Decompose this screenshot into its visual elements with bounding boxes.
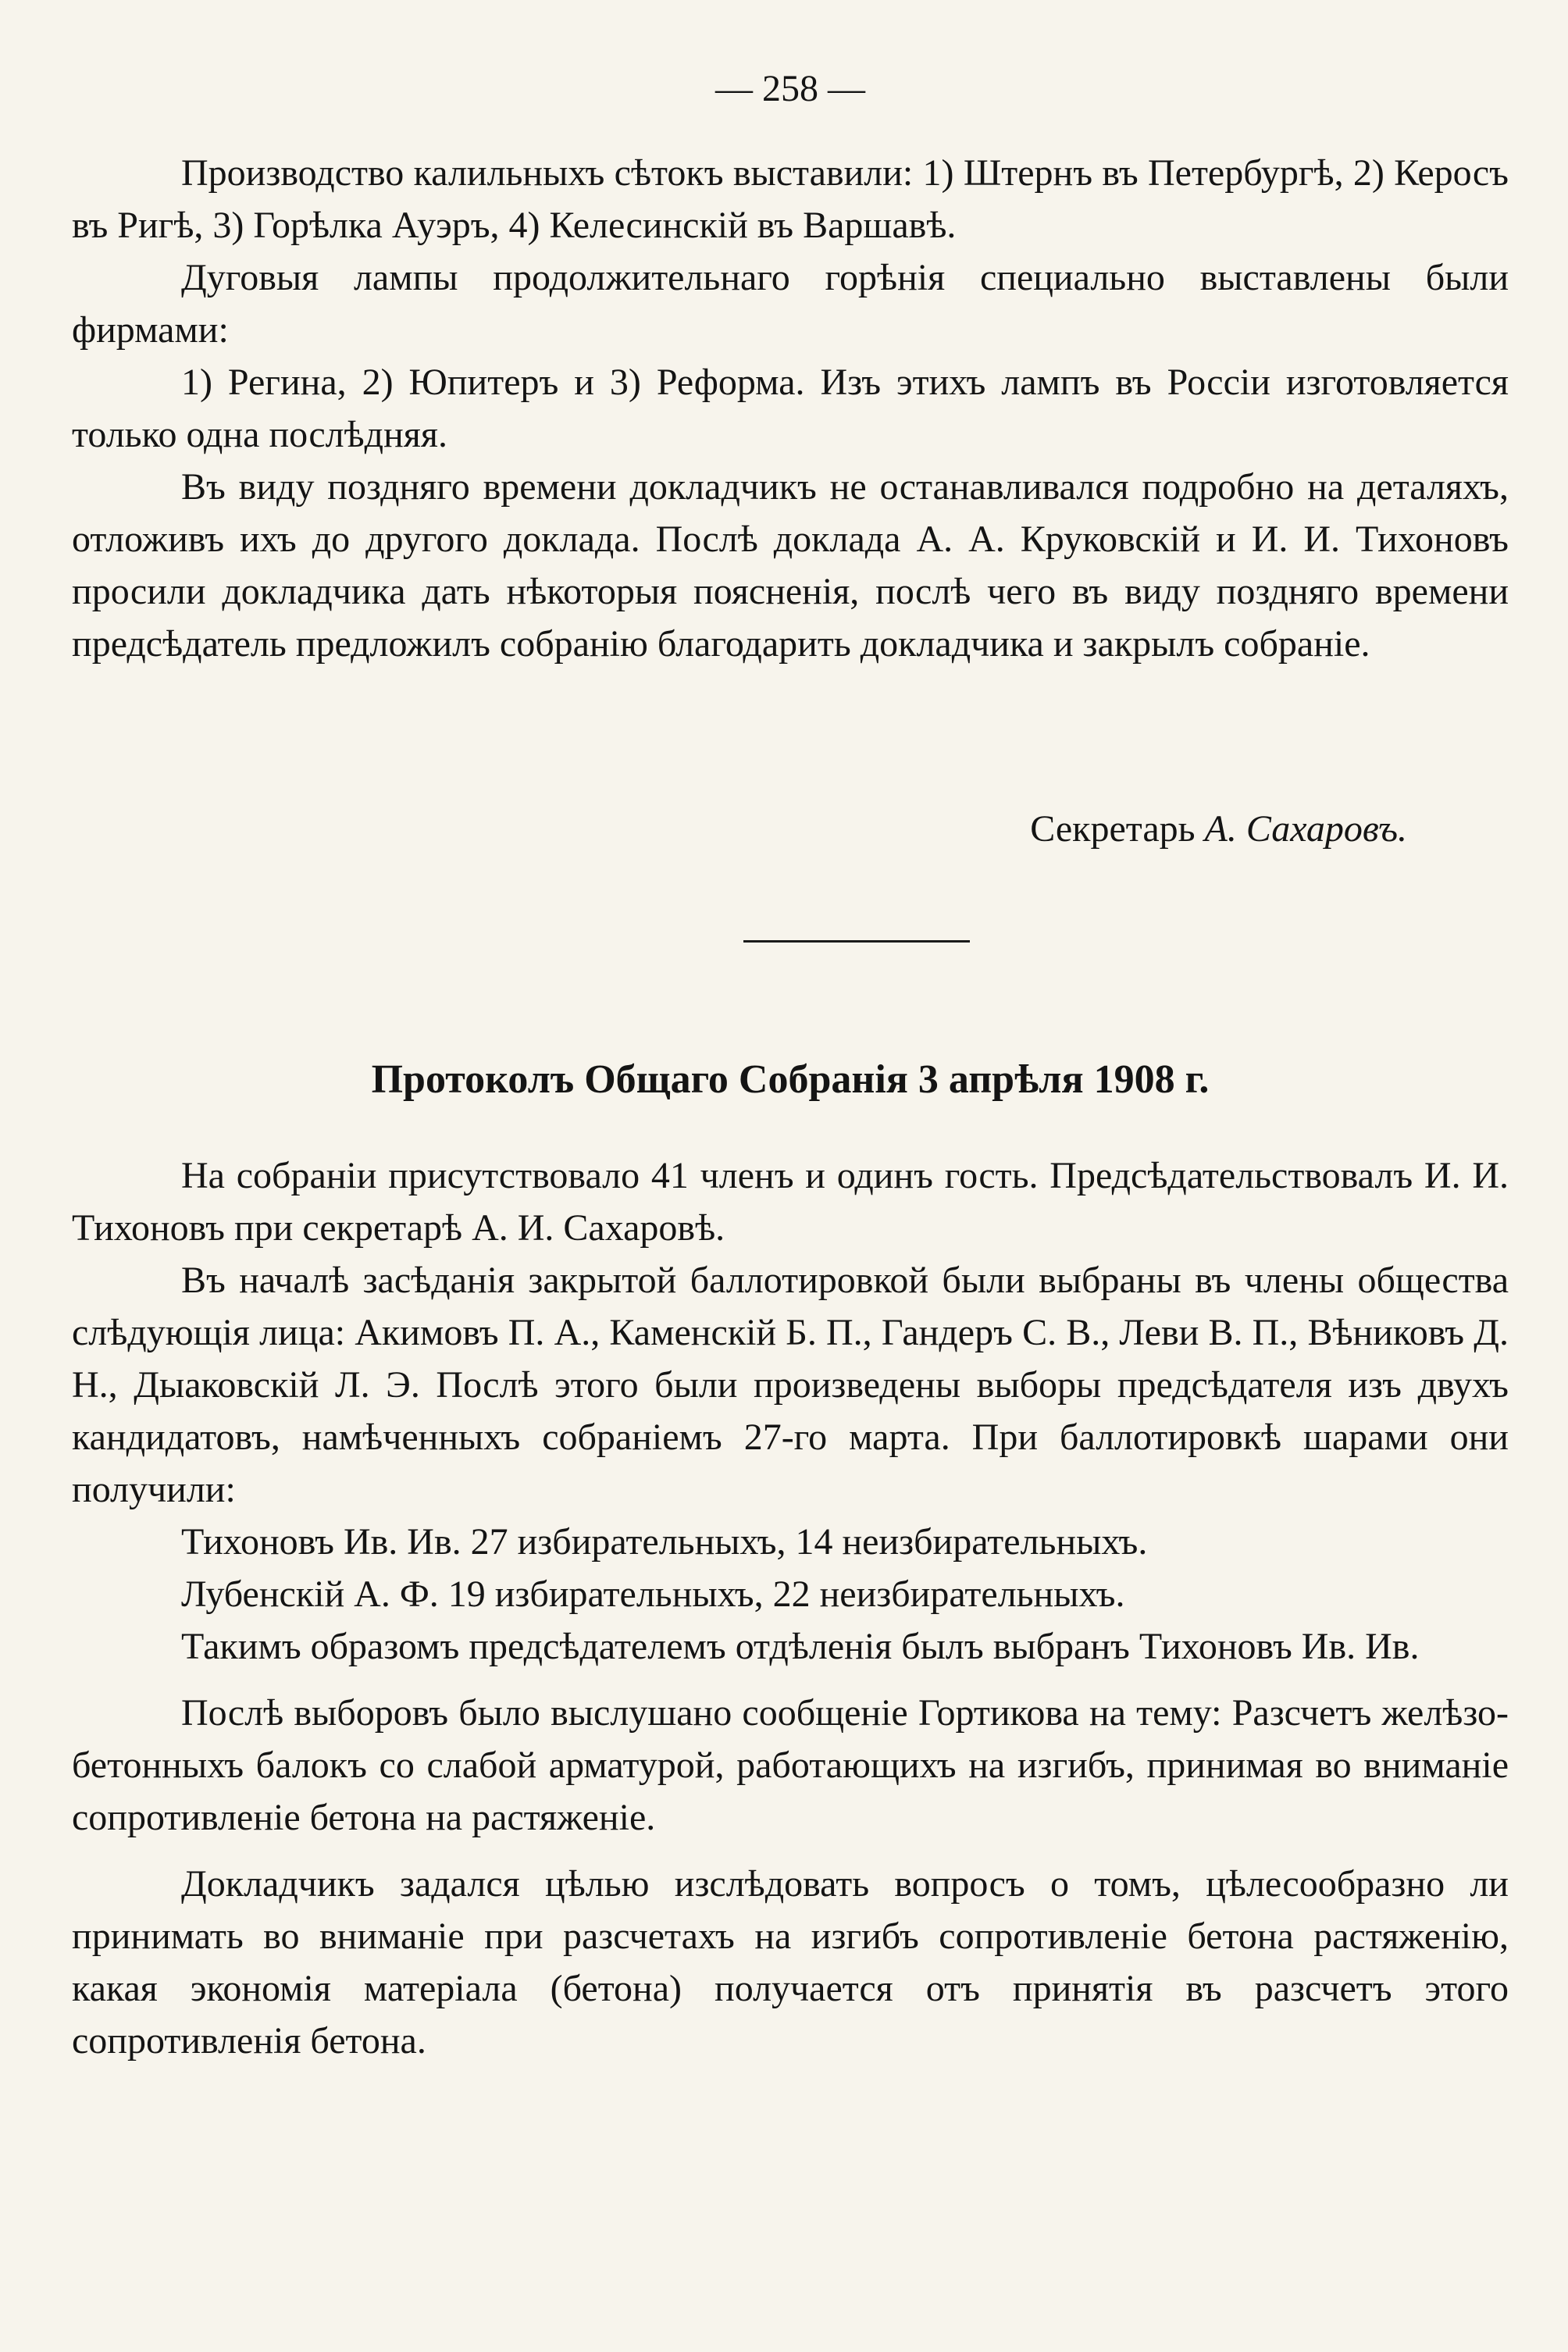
meeting-minutes <box>72 1149 1509 2067</box>
paragraph-gas-mantles: Производство калильныхъ сѣтокъ выставили: 1) Штернъ въ Петербургѣ, 2) Керосъ въ Ригѣ, 3) Горѣлка Ауэръ, 4) Келесинскій въ Варшавѣ. <box>72 152 1509 246</box>
paragraph-chairman-elected: Такимъ образомъ предсѣдателемъ отдѣленія былъ выбранъ Тихоновъ Ив. Ив. <box>181 1626 1420 1667</box>
paragraph-gortikov-topic: Послѣ выборовъ было выслушано сообщеніе Гортикова на тему: Разсчетъ желѣзо-бетонныхъ балокъ со слабой арматурой, работающихъ на изгибъ, принимая во вниманіе сопротивленіе бетона на растяженіе. <box>72 1692 1509 1838</box>
section-heading: Протоколъ Общаго Собранія 3 апрѣля 1908 г. <box>371 1057 1210 1102</box>
paragraph-report-close: Въ виду поздняго времени докладчикъ не останавливался подробно на деталяхъ, отложивъ ихъ до другого доклада. Послѣ доклада А. А. Круковскій и И. И. Тихоновъ просили докладчика дать нѣкоторыя поясненія, послѣ чего въ виду поздняго времени предсѣдатель предложилъ собранію благодарить докладчика и закрылъ собраніе. <box>72 466 1509 665</box>
paragraph-lamp-brands: 1) Регина, 2) Юпитеръ и 3) Реформа. Изъ этихъ лампъ въ Россіи изготовляется только одна послѣдняя. <box>72 362 1509 455</box>
vote-result-lubensky: Лубенскій А. Ф. 19 избирательныхъ, 22 неизбирательныхъ. <box>181 1573 1125 1615</box>
secretary-signature <box>72 803 1407 855</box>
page-number: — 258 — <box>715 68 865 109</box>
signature-name: А. Сахаровъ. <box>1204 808 1407 850</box>
report-continuation <box>72 147 1509 670</box>
signature-prefix: Секретарь <box>1030 808 1196 850</box>
paragraph-speaker-goal: Докладчикъ задался цѣлью изслѣдовать вопросъ о томъ, цѣлесообразно ли принимать во вниманіе при разсчетахъ на изгибъ сопротивленіе бетона растяженію, какая экономія матеріала (бетона) получается отъ принятія въ разсчетъ этого сопротивленія бетона. <box>72 1863 1509 2062</box>
paragraph-attendance: На собраніи присутствовало 41 членъ и одинъ гость. Предсѣдательствовалъ И. И. Тихоновъ при секретарѣ А. И. Сахаровѣ. <box>72 1155 1509 1249</box>
section-divider <box>743 940 970 943</box>
paragraph-arc-lamps: Дуговыя лампы продолжительнаго горѣнія специально выставлены были фирмами: <box>72 257 1509 351</box>
paragraph-elections: Въ началѣ засѣданія закрытой баллотировкой были выбраны въ члены общества слѣдующія лица: Акимовъ П. А., Каменскій Б. П., Гандеръ С. В., Леви В. П., Вѣниковъ Д. Н., Дыаковскій Л. Э. Послѣ этого были произведены выборы предсѣдателя изъ двухъ кандидатовъ, намѣченныхъ собраніемъ 27-го марта. При баллотировкѣ шарами они получили: <box>72 1260 1509 1510</box>
vote-result-tikhonov: Тихоновъ Ив. Ив. 27 избирательныхъ, 14 неизбирательныхъ. <box>181 1521 1148 1563</box>
document-page <box>72 0 1509 2352</box>
